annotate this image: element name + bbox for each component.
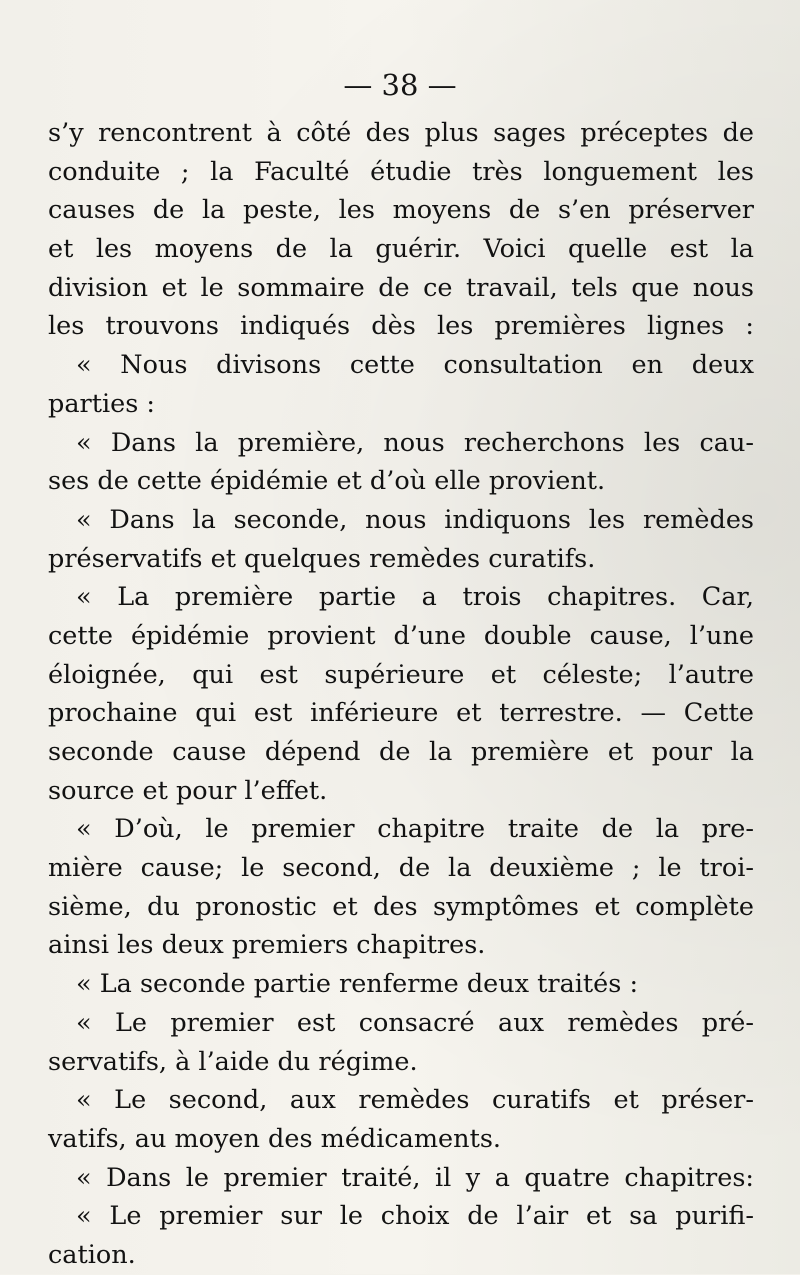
text-line: causes de la peste, les moyens de s’en préserver — [48, 195, 754, 226]
text-line: « Dans la seconde, nous indiquons les remèdes — [76, 504, 754, 535]
body-text — [48, 114, 754, 1275]
text-line: source et pour l’effet. — [48, 775, 328, 806]
text-line: mière cause; le second, de la deuxième ; le troi- — [48, 853, 754, 884]
text-line: ses de cette épidémie et d’où elle provient. — [48, 466, 606, 497]
text-line: prochaine qui est inférieure et terrestre. — Cette — [48, 698, 754, 729]
text-line: cette épidémie provient d’une double cause, l’une — [48, 620, 754, 651]
text-line: parties : — [48, 388, 155, 419]
text-line: les trouvons indiqués dès les premières lignes : — [48, 311, 754, 342]
page-number: — 38 — — [343, 68, 457, 102]
text-line: « Le premier est consacré aux remèdes pré- — [76, 1007, 754, 1038]
text-line: « Nous divisons cette consultation en deux — [76, 350, 754, 381]
text-line: « Le premier sur le choix de l’air et sa purifi- — [76, 1201, 754, 1232]
text-line: « Dans la première, nous recherchons les cau- — [76, 427, 754, 458]
text-line: éloignée, qui est supérieure et céleste; l’autre — [48, 659, 754, 690]
text-line: « D’où, le premier chapitre traite de la pre- — [76, 814, 754, 845]
text-line: ainsi les deux premiers chapitres. — [48, 930, 486, 961]
text-line: cation. — [48, 1239, 136, 1270]
text-line: « Le second, aux remèdes curatifs et préser- — [76, 1085, 754, 1116]
text-line: préservatifs et quelques remèdes curatifs. — [48, 543, 596, 574]
text-line: et les moyens de la guérir. Voici quelle est la — [48, 234, 754, 265]
text-line: s’y rencontrent à côté des plus sages préceptes de — [48, 118, 754, 148]
text-line: vatifs, au moyen des médicaments. — [48, 1123, 502, 1154]
text-line: division et le sommaire de ce travail, tels que nous — [48, 272, 754, 303]
text-line: conduite ; la Faculté étudie très longuement les — [48, 156, 754, 187]
text-line: « La seconde partie renferme deux traités : — [76, 969, 639, 1000]
text-line: « Dans le premier traité, il y a quatre chapitres: — [76, 1162, 754, 1193]
text-line: servatifs, à l’aide du régime. — [48, 1046, 418, 1077]
text-line: seconde cause dépend de la première et pour la — [48, 737, 754, 767]
text-line: sième, du pronostic et des symptômes et complète — [48, 891, 754, 922]
text-line: « La première partie a trois chapitres. Car, — [76, 582, 754, 613]
